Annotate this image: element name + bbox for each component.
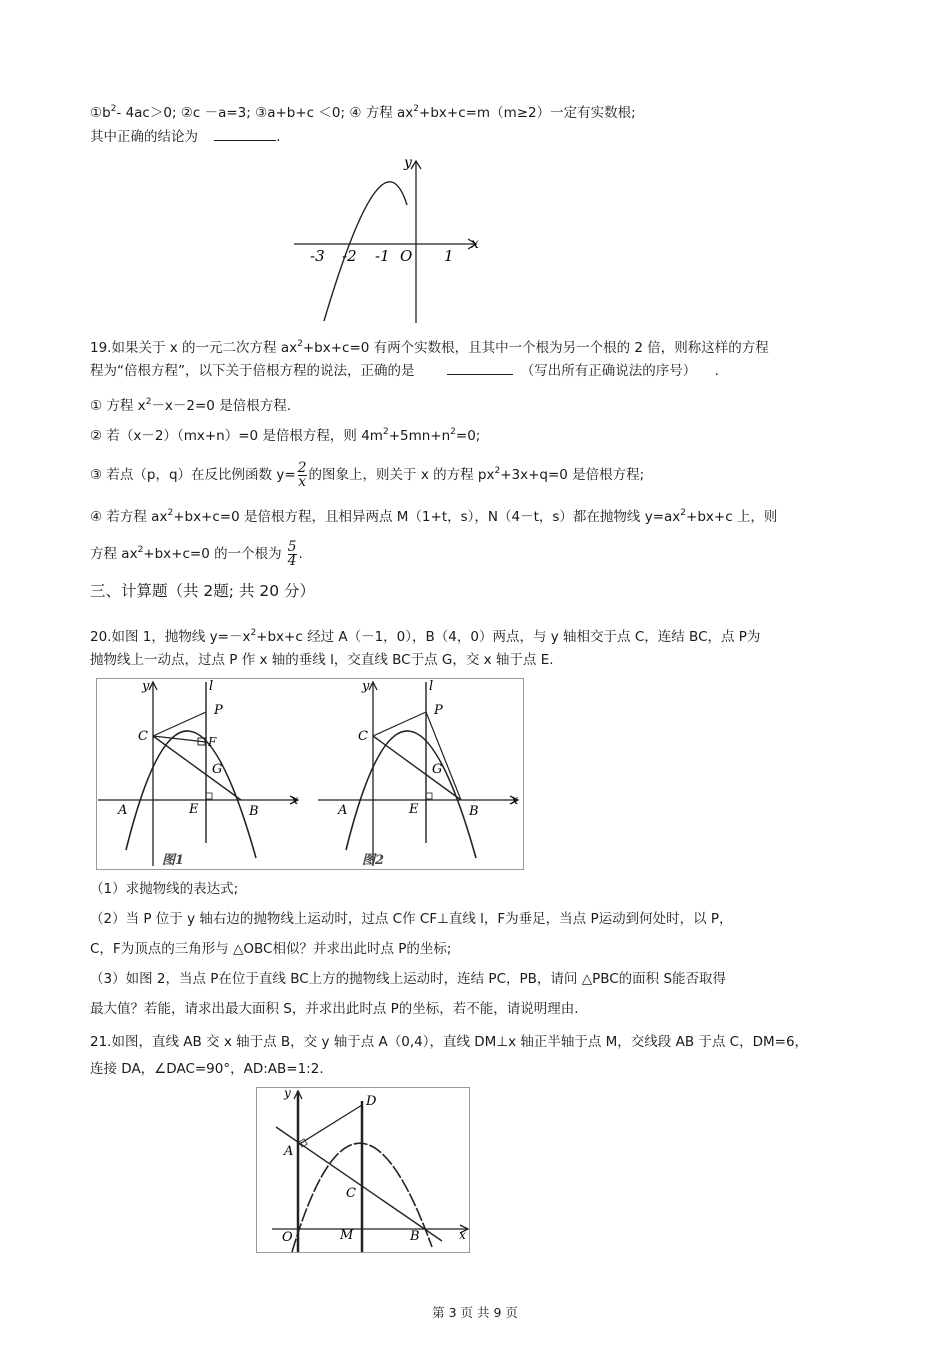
q19-o2sup1: 2 (382, 427, 389, 437)
q20-fig2-y-label: y (362, 679, 370, 694)
q19-l2c: . (714, 363, 719, 379)
q20-l1sup: 2 (250, 628, 257, 638)
q18-end: . (276, 129, 281, 145)
q20-fig1-c-label: C (138, 729, 148, 744)
q19-o3b: 的图象上，则关于 x 的方程 px (308, 467, 495, 483)
q19-l2b: （写出所有正确说法的序号） (520, 363, 697, 379)
q19-l1a: 19.如果关于 x 的一元二次方程 ax (90, 340, 298, 356)
q18-opt-e: +bx+c=m（m≥2）一定有实数根; (419, 105, 636, 121)
q20-l1a: 20.如图 1，抛物线 y=－x (90, 629, 251, 645)
q21-c-label: C (346, 1186, 356, 1201)
q19-o3c: +3x+q=0 是倍根方程; (500, 467, 645, 483)
q20-line2: 抛物线上一动点，过点 P 作 x 轴的垂线 l，交直线 BC于点 G，交 x 轴于点 E. (90, 652, 554, 668)
q19-line2 (90, 362, 719, 380)
q19-answer-blank (447, 374, 513, 375)
q19-l2a: 程为“倍根方程”，以下关于倍根方程的说法，正确的是 (90, 363, 415, 379)
q20-fig1-caption: 图1 (162, 853, 185, 868)
q19-o3-num: 2 (297, 459, 307, 476)
q18-sup-1: 2 (110, 104, 117, 114)
q18-figure (288, 153, 486, 325)
q20-part3-line1: （3）如图 2，当点 P在位于直线 BC上方的抛物线上运动时，连结 PC，PB，请问 △PBC的面积 S能否取得 (90, 971, 727, 987)
q19-o4c: +bx+c 上，则 (686, 509, 778, 525)
q19-o5c: . (298, 546, 303, 562)
q20-part2-line1: （2）当 P 位于 y 轴右边的抛物线上运动时，过点 C作 CF⊥直线 l，F为垂足，当点 P运动到何处时，以 P， (90, 911, 733, 927)
q20-part2-line2: C，F为顶点的三角形与 △OBC相似？并求出此时点 P的坐标; (90, 941, 452, 957)
q19-o5sup: 2 (137, 545, 144, 555)
q19-o1b: －x－2=0 是倍根方程. (151, 398, 291, 414)
q18-tick-neg1: -1 (375, 247, 390, 265)
q19-o5-fraction (287, 538, 297, 569)
q20-figure-1 (98, 679, 299, 868)
q19-o4b: +bx+c=0 是倍根方程，且相异两点 M（1+t，s），N（4－t，s）都在抛物线 y=ax (173, 509, 681, 525)
q20-fig1-b-label: B (249, 804, 259, 819)
q20-fig1-g-label: G (212, 762, 223, 777)
q18-opt-c: - 4ac＞0; ②c －a=3; ③a+b+c ＜0; ④ 方程 ax (116, 105, 414, 121)
q20-fig1-p-label: P (214, 703, 223, 718)
q19-o5-den: 4 (287, 552, 297, 569)
q20-fig2-c-label: C (358, 729, 368, 744)
q18-tick-neg3: -3 (310, 247, 325, 265)
q21-line2: 连接 DA，∠DAC=90°，AD:AB=1:2. (90, 1061, 324, 1077)
q19-o2sup2: 2 (450, 427, 456, 437)
q20-fig2-caption: 图2 (362, 853, 385, 868)
q19-option4-cont (90, 535, 303, 569)
q18-parabola (324, 182, 407, 321)
q21-figure (256, 1087, 470, 1253)
q18-tick-neg2: -2 (342, 247, 357, 265)
q19-o1sup: 2 (145, 397, 152, 407)
q18-x-label: x (471, 236, 479, 252)
q19-l1sup: 2 (297, 339, 303, 349)
q20-fig1-f-label: F (208, 735, 217, 749)
q18-y-label: y (404, 155, 412, 171)
q18-sup-2: 2 (413, 104, 420, 114)
q21-x-label: x (459, 1228, 466, 1242)
q20-fig1-a-label: A (118, 803, 128, 818)
q19-option1 (90, 393, 291, 415)
q19-o2b: +5mn+n (388, 428, 451, 444)
q20-figures (96, 678, 524, 870)
section-heading: 三、计算题（共 2题; 共 20 分） (90, 582, 316, 600)
q19-o3sup: 2 (494, 466, 501, 476)
q21-a-label: A (284, 1144, 294, 1159)
q19-o4a: ④ 若方程 ax (90, 509, 168, 525)
q20-fig2-p-label: P (434, 703, 443, 718)
q19-option3 (90, 456, 644, 490)
page-footer: 第 3 页 共 9 页 (432, 1305, 518, 1320)
q19-l1b: +bx+c=0 有两个实数根，且其中一个根为另一个根的 2 倍，则称这样的方程 (302, 340, 769, 356)
q19-o3-fraction (297, 459, 307, 490)
q19-line1 (90, 335, 769, 357)
q18-prompt-line (90, 128, 281, 146)
q18-tick-1: 1 (444, 247, 454, 265)
q18-options (90, 100, 636, 122)
q20-l1b: +bx+c 经过 A（－1，0），B（4，0）两点，与 y 轴相交于点 C，连结 BC，点 P为 (256, 629, 761, 645)
q20-fig2-l-label: l (429, 679, 434, 694)
q19-o5-num: 5 (287, 538, 297, 555)
q20-fig2-b-label: B (469, 804, 479, 819)
q20-fig1-x-label: x (291, 793, 299, 808)
q19-o4sup2: 2 (680, 508, 687, 518)
q20-part3-line2: 最大值？若能，请求出最大面积 S，并求出此时点 P的坐标，若不能，请说明理由. (90, 1001, 579, 1017)
q20-part1: （1）求抛物线的表达式; (90, 881, 239, 897)
q21-o-label: O (282, 1230, 293, 1245)
q21-b-label: B (410, 1229, 420, 1244)
q19-o2a: ② 若（x－2）（mx+n）=0 是倍根方程，则 4m (90, 428, 383, 444)
q20-fig1-l-label: l (209, 679, 214, 694)
q20-fig1-e-label: E (189, 802, 199, 817)
q19-o3a: ③ 若点（p，q）在反比例函数 y= (90, 467, 296, 483)
q19-option2 (90, 423, 480, 445)
q18-prompt: 其中正确的结论为 (90, 129, 198, 145)
q21-y-label: y (284, 1087, 291, 1100)
q19-o1a: ① 方程 x (90, 398, 146, 414)
q20-fig2-a-label: A (338, 803, 348, 818)
q21-d-label: D (366, 1094, 377, 1109)
q19-o5a: 方程 ax (90, 546, 138, 562)
q19-o5b: +bx+c=0 的一个根为 (143, 546, 282, 562)
q20-line1 (90, 624, 760, 646)
q19-o4sup1: 2 (167, 508, 174, 518)
q18-answer-blank (214, 140, 276, 141)
q19-o2c: =0; (455, 428, 481, 444)
q20-figure-2 (318, 679, 519, 868)
q19-o3-den: x (298, 473, 307, 490)
q20-fig2-x-label: x (511, 793, 519, 808)
q18-opt-a: ①b (90, 105, 111, 121)
q19-option4 (90, 504, 777, 526)
q20-fig2-e-label: E (409, 802, 419, 817)
q20-fig1-y-label: y (142, 679, 150, 694)
q21-line1: 21.如图，直线 AB 交 x 轴于点 B，交 y 轴于点 A（0,4），直线 DM⊥x 轴正半轴于点 M，交线段 AB 于点 C，DM=6， (90, 1034, 809, 1050)
q21-m-label: M (340, 1228, 354, 1243)
q18-origin-label: O (400, 247, 413, 265)
q20-fig2-g-label: G (432, 762, 443, 777)
